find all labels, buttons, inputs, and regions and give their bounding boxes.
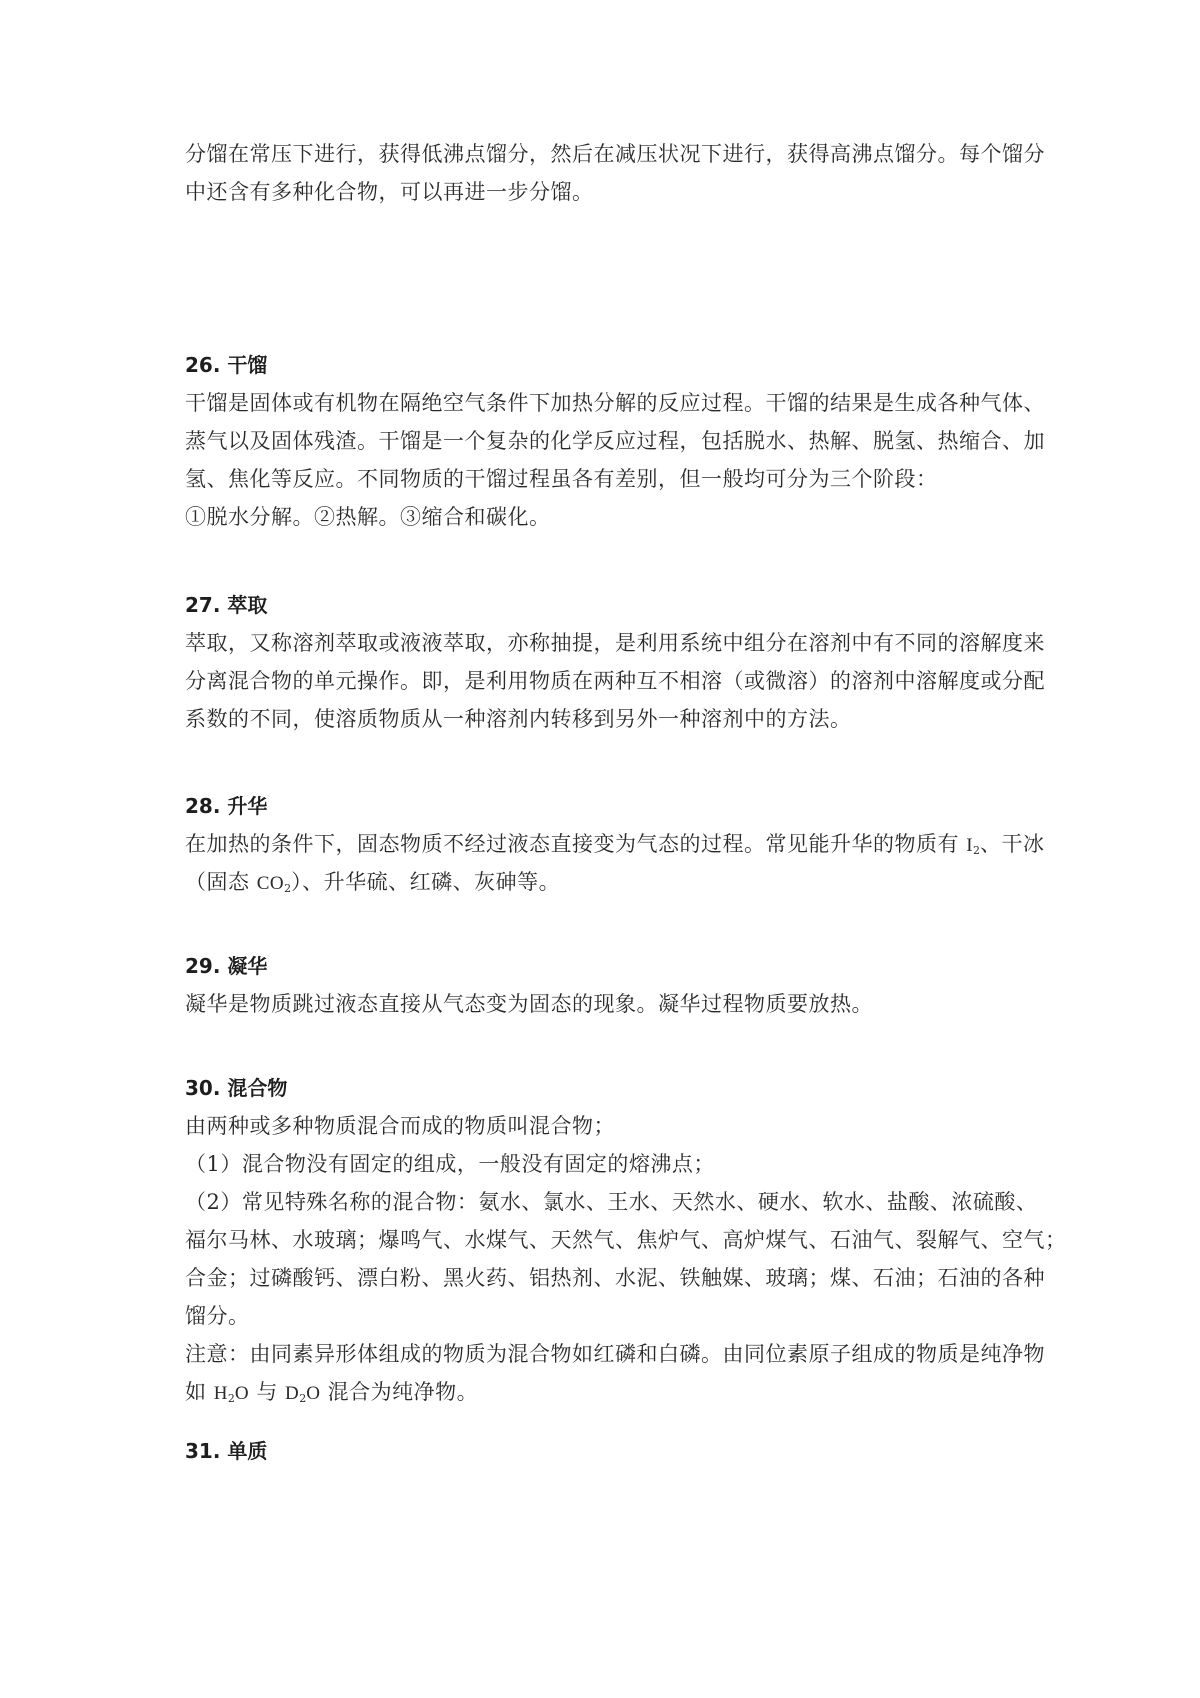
section-29 bbox=[185, 947, 1045, 1023]
text-run: 与 bbox=[249, 1380, 286, 1404]
text-line: ①脱水分解。②热解。③缩合和碳化。 bbox=[185, 505, 551, 529]
section-30 bbox=[185, 1069, 1067, 1411]
text-line: 福尔马林、水玻璃；爆鸣气、水煤气、天然气、焦炉气、高炉煤气、石油气、裂解气、空气； bbox=[185, 1228, 1067, 1252]
section-heading: 31. 单质 bbox=[185, 1439, 268, 1463]
iodine-symbol: I bbox=[966, 835, 974, 856]
section-heading: 30. 混合物 bbox=[185, 1076, 288, 1100]
text-line bbox=[185, 825, 1045, 863]
subscript: 2 bbox=[973, 844, 981, 857]
text-line: 分馏在常压下进行，获得低沸点馏分，然后在减压状况下进行，获得高沸点馏分。每个馏分 bbox=[185, 142, 1045, 166]
section-heading: 28. 升华 bbox=[185, 794, 268, 818]
text-line: 分离混合物的单元操作。即，是利用物质在两种互不相溶（或微溶）的溶剂中溶解度或分配 bbox=[185, 669, 1045, 693]
text-line: 萃取，又称溶剂萃取或液液萃取，亦称抽提，是利用系统中组分在溶剂中有不同的溶解度来 bbox=[185, 631, 1045, 655]
text-line: 馏分。 bbox=[185, 1304, 250, 1328]
d2o-formula: O bbox=[306, 1383, 321, 1404]
text-line: 蒸气以及固体残渣。干馏是一个复杂的化学反应过程，包括脱水、热解、脱氢、热缩合、加 bbox=[185, 429, 1045, 453]
section-31 bbox=[185, 1432, 1045, 1470]
intro-paragraph bbox=[185, 135, 1045, 211]
text-line: 由两种或多种物质混合而成的物质叫混合物； bbox=[185, 1114, 615, 1138]
text-line: （2）常见特殊名称的混合物：氨水、氯水、王水、天然水、硬水、软水、盐酸、浓硫酸、 bbox=[185, 1190, 1038, 1214]
h2o-formula: O bbox=[234, 1383, 250, 1404]
section-27 bbox=[185, 586, 1045, 738]
text-line: 氢、焦化等反应。不同物质的干馏过程虽各有差别，但一般均可分为三个阶段： bbox=[185, 467, 938, 491]
subscript: 2 bbox=[284, 882, 292, 895]
co2-formula: CO bbox=[256, 873, 285, 894]
subscript: 2 bbox=[227, 1392, 235, 1405]
text-line: 凝华是物质跳过液态直接从气态变为固态的现象。凝华过程物质要放热。 bbox=[185, 992, 873, 1016]
text-run: 如 bbox=[185, 1380, 214, 1404]
text-line: （1）混合物没有固定的组成，一般没有固定的熔沸点； bbox=[185, 1152, 715, 1176]
text-line: 干馏是固体或有机物在隔绝空气条件下加热分解的反应过程。干馏的结果是生成各种气体、 bbox=[185, 391, 1045, 415]
text-run: ）、升华硫、红磷、灰砷等。 bbox=[291, 870, 561, 894]
text-line: 注意：由同素异形体组成的物质为混合物如红磷和白磷。由同位素原子组成的物质是纯净物 bbox=[185, 1342, 1045, 1366]
h2o-formula: H bbox=[213, 1383, 228, 1404]
text-run: 混合为纯净物。 bbox=[320, 1380, 479, 1404]
text-run: （固态 bbox=[185, 870, 257, 894]
section-28 bbox=[185, 787, 1045, 901]
d2o-formula: D bbox=[285, 1383, 300, 1404]
text-line bbox=[185, 1373, 1045, 1411]
section-heading: 27. 萃取 bbox=[185, 593, 268, 617]
subscript: 2 bbox=[299, 1392, 307, 1405]
section-26 bbox=[185, 346, 1045, 536]
text-line: 系数的不同，使溶质物质从一种溶剂内转移到另外一种溶剂中的方法。 bbox=[185, 707, 852, 731]
text-run: 、干冰 bbox=[980, 832, 1045, 856]
text-line bbox=[185, 863, 1045, 901]
section-heading: 29. 凝华 bbox=[185, 954, 268, 978]
text-run: 在加热的条件下，固态物质不经过液态直接变为气态的过程。常见能升华的物质有 bbox=[185, 832, 967, 856]
text-line: 合金；过磷酸钙、漂白粉、黑火药、铝热剂、水泥、铁触媒、玻璃；煤、石油；石油的各种 bbox=[185, 1266, 1045, 1290]
section-heading: 26. 干馏 bbox=[185, 353, 268, 377]
text-line: 中还含有多种化合物，可以再进一步分馏。 bbox=[185, 180, 594, 204]
